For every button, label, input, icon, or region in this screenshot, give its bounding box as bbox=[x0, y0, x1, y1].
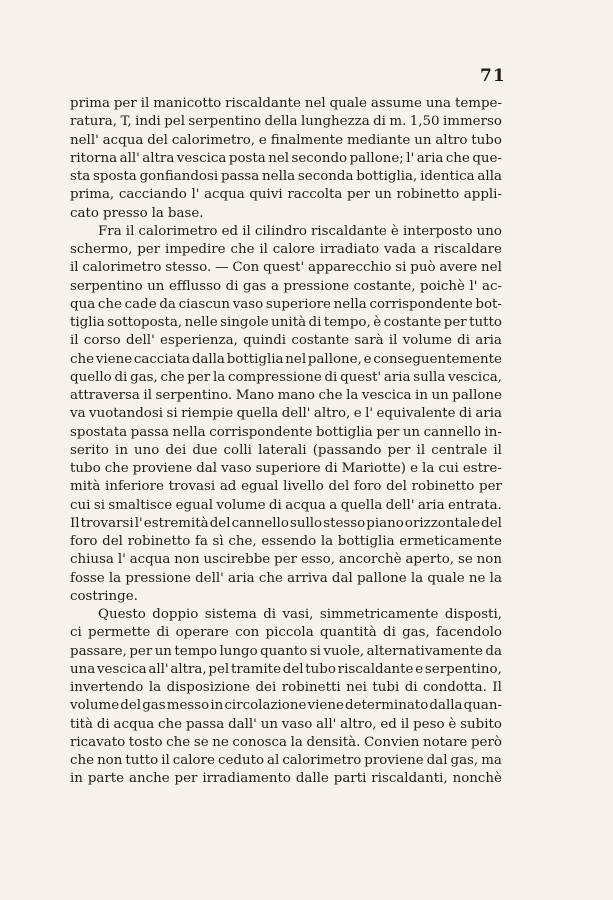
text-line: ci permette di operare con piccola quantità di gas, facendolo bbox=[70, 625, 502, 641]
text-line: il corso dell' esperienza, quindi costante sarà il volume di aria bbox=[70, 333, 502, 349]
text-line: spostata passa nella corrispondente bottiglia per un cannello in- bbox=[70, 424, 502, 440]
text-line: tità di acqua che passa dall' un vaso all' altro, ed il peso è subito bbox=[70, 716, 502, 732]
text-line: il calorimetro stesso. — Con quest' apparecchio si può avere nel bbox=[70, 260, 502, 276]
text-line: cui si smaltisce egual volume di acqua a quella dell' aria entrata. bbox=[70, 497, 502, 513]
text-line: qua che cade da ciascun vaso superiore nella corrispondente bot- bbox=[70, 296, 502, 312]
text-line: una vescica all' altra, pel tramite del tubo riscaldante e serpentino, bbox=[70, 661, 502, 677]
text-line: volume del gas messo in circolazione viene determinato dalla quan- bbox=[70, 698, 502, 714]
text-line: nell' acqua del calorimetro, e finalmente mediante un altro tubo bbox=[70, 132, 502, 148]
text-line: in parte anche per irradiamento dalle parti riscaldanti, nonchè bbox=[70, 771, 502, 787]
text-line: Il trovarsi l' estremità del cannello sullo stesso piano orizzontale del bbox=[70, 515, 502, 531]
text-line: costringe. bbox=[70, 588, 138, 604]
text-line: serito in uno dei due colli laterali (passando per il centrale il bbox=[70, 442, 502, 458]
text-line: tubo che proviene dal vaso superiore di Mariotte) e la cui estre- bbox=[70, 461, 502, 476]
text-line: Fra il calorimetro ed il cilindro riscaldante è interposto uno bbox=[98, 223, 502, 239]
text-line: foro del robinetto fa sì che, essendo la bottiglia ermeticamente bbox=[70, 534, 502, 549]
text-line: che non tutto il calore ceduto al calorimetro proviene dal gas, ma bbox=[70, 753, 502, 768]
text-line: cato presso la base. bbox=[70, 205, 204, 221]
text-line: prima, cacciando l' acqua quivi raccolta per un robinetto appli- bbox=[70, 187, 502, 203]
text-line: attraversa il serpentino. Mano mano che la vescica in un pallone bbox=[70, 388, 502, 403]
page-number: 71 bbox=[480, 66, 506, 86]
text-line: tiglia sottoposta, nelle singole unità di tempo, è costante per tutto bbox=[70, 315, 502, 330]
text-line: ritorna all' altra vescica posta nel secondo pallone; l' aria che que- bbox=[70, 150, 502, 166]
text-line: schermo, per impedire che il calore irradiato vada a riscaldare bbox=[70, 242, 502, 257]
text-line: prima per il manicotto riscaldante nel quale assume una tempe- bbox=[70, 96, 502, 111]
text-line: passare, per un tempo lungo quanto si vuole, alternativamente da bbox=[70, 643, 502, 659]
text-line: serpentino un efflusso di gas a pressione costante, poichè l' ac- bbox=[70, 278, 502, 294]
text-line: ricavato tosto che se ne conosca la densità. Convien notare però bbox=[70, 734, 502, 750]
text-line: quello di gas, che per la compressione di quest' aria sulla vescica, bbox=[70, 369, 502, 385]
text-line: invertendo la disposizione dei robinetti nei tubi di condotta. Il bbox=[70, 680, 502, 695]
text-line: chiusa l' acqua non uscirebbe per esso, ancorchè aperto, se non bbox=[70, 552, 502, 568]
text-line: che viene cacciata dalla bottiglia nel pallone, e conseguentemente bbox=[70, 351, 502, 367]
text-line: Questo doppio sistema di vasi, simmetricamente disposti, bbox=[98, 607, 502, 622]
text-line: mità inferiore trovasi ad egual livello del foro del robinetto per bbox=[70, 479, 502, 495]
text-line: va vuotandosi si riempie quella dell' altro, e l' equivalente di aria bbox=[70, 406, 502, 422]
text-line: ratura, T, indi pel serpentino della lunghezza di m. 1,50 immerso bbox=[70, 114, 502, 130]
text-line: fosse la pressione dell' aria che arriva dal pallone la quale ne la bbox=[70, 570, 502, 586]
body-text bbox=[70, 95, 502, 789]
text-line: sta sposta gonfiandosi passa nella seconda bottiglia, identica alla bbox=[70, 169, 502, 184]
